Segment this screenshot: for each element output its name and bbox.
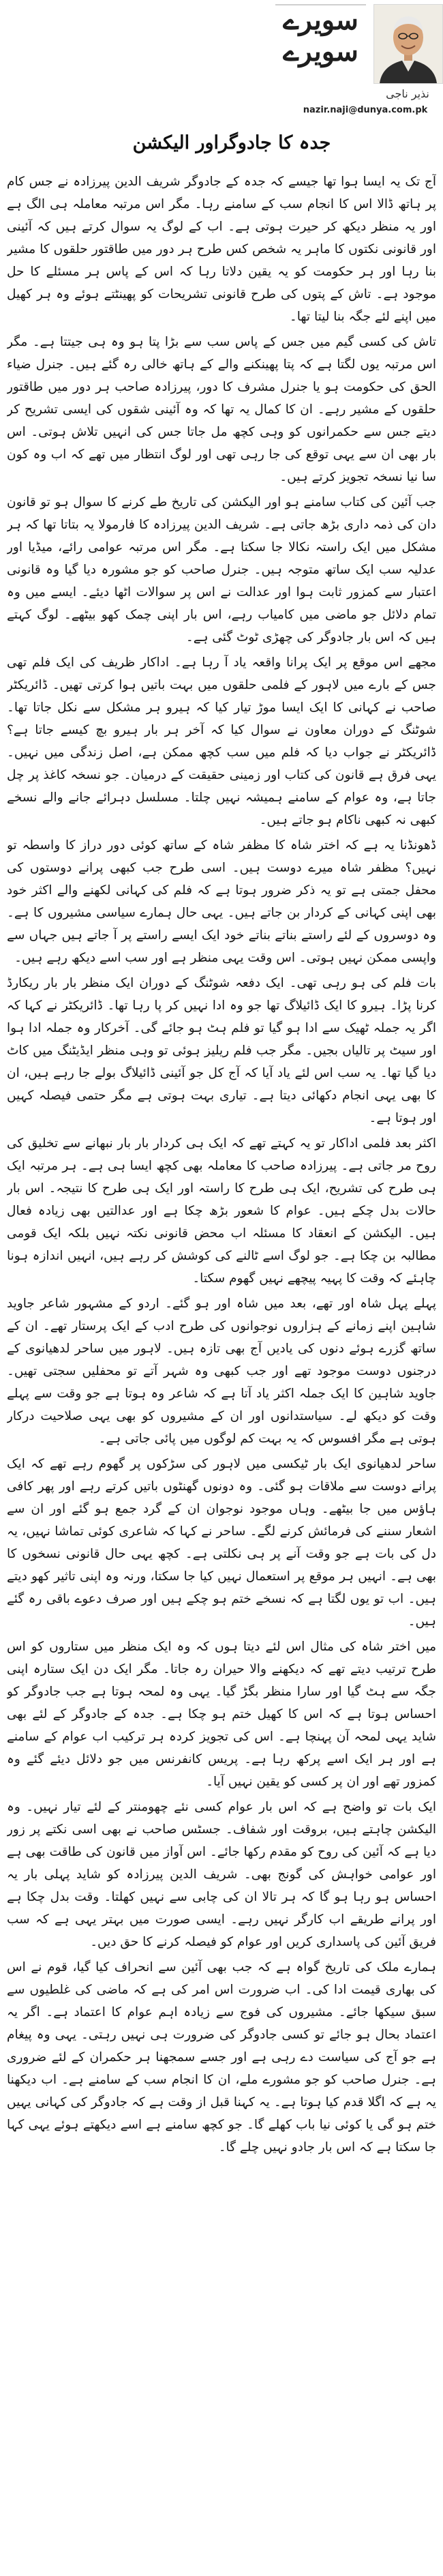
article-paragraph: ایک بات تو واضح ہے کہ اس بار عوام کسی نئے چھومنتر کے لئے تیار نہیں۔ وہ الیکشن چاہتے ہیں، بروقت اور شفاف۔ جسٹس صاحب نے بھی اسی نکتے پر زور دیا ہے کہ آئین کی روح کو مقدم رکھا جائے۔ اس آواز میں قانون کی طاقت بھی ہے اور عوامی خواہش کی گونج بھی۔ شریف الدین پیرزادہ کو شاید پہلی بار یہ احساس ہو رہا ہو گا کہ ہر تالا ان کی چابی سے نہیں کھلتا۔ وقت بدل چکا ہے اور پرانے طریقے اب کارگر نہیں رہے۔ ایسی صورت میں بہتر یہی ہے کہ سب فریق آئین کی پاسداری کریں اور عوام کو فیصلہ کرنے کا حق دیں۔ <box>7 1800 436 1949</box>
article-paragraph: تاش کی کسی گیم میں جس کے پاس سب سے بڑا پتا ہو وہ ہی جیتتا ہے۔ مگر اس مرتبہ یوں لگتا ہے کہ پتا پھینکنے والے کے ہاتھ خالی رہ گئے ہیں۔ جنرل ضیاء الحق کی حکومت ہو یا جنرل مشرف کا دور، پیرزادہ صاحب ہر دور میں طاقتور حلقوں کے مشیر رہے۔ ان کا کمال یہ تھا کہ وہ آئینی شقوں کی ایسی تشریح کر دیتے جس سے حکمرانوں کو وہی کچھ مل جاتا جس کی انہیں تلاش ہوتی۔ اس بار بھی ان سے یہی توقع کی جا رہی تھی اور لوگ انتظار میں تھے کہ اب وہ کون سا نیا نسخہ تجویز کرتے ہیں۔ <box>7 335 436 484</box>
author-email: nazir.naji@dunya.com.pk <box>303 105 428 115</box>
article-paragraph: بات فلم کی ہو رہی تھی۔ ایک دفعہ شوٹنگ کے دوران ایک منظر بار بار ریکارڈ کرنا پڑا۔ ہیرو کا ایک ڈائیلاگ تھا جو وہ ادا نہیں کر پا رہا تھا۔ ڈائریکٹر نے کہا کہ اگر یہ جملہ ٹھیک سے ادا ہو گیا تو فلم ہٹ ہو جائے گی۔ آخرکار وہ جملہ ادا ہوا اور سیٹ پر تالیاں بجیں۔ مگر جب فلم ریلیز ہوئی تو وہی منظر ایڈیٹنگ میں کاٹ دیا گیا تھا۔ یہ سب اس لئے یاد آیا کہ آج کل جو آئینی ڈائیلاگ بولے جا رہے ہیں، ان کا بھی یہی انجام دکھائی دیتا ہے۔ تیاری بہت ہوتی ہے مگر حتمی فیصلہ کہیں اور ہوتا ہے۔ <box>7 976 436 1125</box>
article-paragraph: اکثر بعد فلمی اداکار تو یہ کہتے تھے کہ ایک ہی کردار بار بار نبھانے سے تخلیق کی روح مر جاتی ہے۔ پیرزادہ صاحب کا معاملہ بھی کچھ ایسا ہی ہے۔ ہر مرتبہ ایک ہی طرح کی تشریح، ایک ہی طرح کا راستہ اور ایک ہی طرح کا نتیجہ۔ اس بار حالات بدل چکے ہیں۔ عوام کا شعور بڑھ چکا ہے اور عدالتیں بھی زیادہ فعال ہیں۔ الیکشن کے انعقاد کا مسئلہ اب محض قانونی نکتہ نہیں بلکہ ایک قومی مطالبہ بن چکا ہے۔ جو لوگ اسے ٹالنے کی کوشش کر رہے ہیں، انہیں اندازہ ہونا چاہئے کہ وقت کا پہیہ پیچھے نہیں گھوم سکتا۔ <box>7 1136 436 1286</box>
article-paragraph: ہمارے ملک کی تاریخ گواہ ہے کہ جب بھی آئین سے انحراف کیا گیا، قوم نے اس کی بھاری قیمت ادا کی۔ اب ضرورت اس امر کی ہے کہ ماضی کی غلطیوں سے سبق سیکھا جائے۔ مشیروں کی فوج سے زیادہ اہم عوام کا اعتماد ہے۔ اگر یہ اعتماد بحال ہو جائے تو کسی جادوگر کی ضرورت ہی نہیں رہتی۔ یہی وہ پیغام ہے جو آج کی سیاست دے رہی ہے اور جسے سمجھنا ہر حکمران کے لئے ضروری ہے۔ جنرل صاحب کو جو مشورے ملے، ان کا انجام سب کے سامنے ہے۔ اب دیکھنا یہ ہے کہ اگلا قدم کیا ہوتا ہے۔ یہ کہنا قبل از وقت ہے کہ جادوگر کی کہانی یہیں ختم ہو گی یا کوئی نیا باب کھلے گا۔ جو کچھ سامنے ہے اسے دیکھتے ہوئے یہی کہا جا سکتا ہے کہ اس بار جادو نہیں چلے گا۔ <box>7 1960 436 2155</box>
article-paragraph: جب آئین کی کتاب سامنے ہو اور الیکشن کی تاریخ طے کرنے کا سوال ہو تو قانون دان کی ذمہ داری بڑھ جاتی ہے۔ شریف الدین پیرزادہ کا فارمولا یہ بتاتا تھا کہ ہر مشکل میں ایک راستہ نکالا جا سکتا ہے۔ مگر اس مرتبہ عوامی رائے، میڈیا اور عدلیہ سب ایک ساتھ متوجہ ہیں۔ جنرل صاحب کو جو مشورہ دیا گیا وہ قانونی اعتبار سے کمزور ثابت ہوا اور عدالت نے اس پر سوالات اٹھا دیئے۔ ایسے میں وہ تمام دلائل جو ماضی میں کامیاب رہے، اس بار اپنی چمک کھو بیٹھے۔ لوگ کہتے ہیں کہ اس بار جادوگر کی چھڑی ٹوٹ گئی ہے۔ <box>7 495 436 645</box>
article-paragraph: مجھے اس موقع پر ایک پرانا واقعہ یاد آ رہا ہے۔ اداکار ظریف کی ایک فلم تھی جس کے بارے میں لاہور کے فلمی حلقوں میں بہت باتیں ہوا کرتی تھیں۔ ڈائریکٹر صاحب نے کہانی کا ایک ایسا موڑ تیار کیا کہ ہیرو ہر مشکل سے نکل جاتا تھا۔ شوٹنگ کے دوران معاون نے سوال کیا کہ آخر ہر بار ہیرو بچ کیسے جاتا ہے؟ ڈائریکٹر نے جواب دیا کہ فلم میں سب کچھ ممکن ہے، اصل زندگی میں نہیں۔ یہی فرق ہے قانون کی کتاب اور زمینی حقیقت کے درمیان۔ جو نسخہ کاغذ پر چل جاتا ہے، وہ عوام کے سامنے ہمیشہ نہیں چلتا۔ مسلسل دہرائے جانے والے نسخے کبھی نہ کبھی ناکام ہو جاتے ہیں۔ <box>7 655 436 827</box>
article-paragraph: ڈھونڈنا یہ ہے کہ اختر شاہ کا مظفر شاہ کے ساتھ کوئی دور دراز کا واسطہ تو نہیں؟ مظفر شاہ میرے دوست ہیں۔ اسی طرح جب کبھی پرانے دوستوں کی محفل جمتی ہے تو یہ ذکر ضرور ہوتا ہے کہ فلم کی کہانی لکھنے والے اکثر خود بھی اپنی کہانی کے کردار بن جاتے ہیں۔ یہی حال ہمارے سیاسی مشیروں کا ہے۔ وہ دوسروں کے لئے راستے بناتے بناتے خود ایک ایسے راستے پر آ جاتے ہیں جہاں سے واپسی ممکن نہیں ہوتی۔ اس وقت یہی منظر ہے اور سب اسے دیکھ رہے ہیں۔ <box>7 838 436 965</box>
article-paragraph: میں اختر شاہ کی مثال اس لئے دیتا ہوں کہ وہ ایک منظر میں ستاروں کو اس طرح ترتیب دیتے تھے کہ دیکھنے والا حیران رہ جاتا۔ مگر ایک دن ایک ستارہ اپنی جگہ سے ہٹ گیا اور سارا منظر بگڑ گیا۔ یہی وہ لمحہ ہوتا ہے جب جادوگر کو احساس ہوتا ہے کہ اس کا کھیل ختم ہو چکا ہے۔ جدہ کے جادوگر کے لئے بھی شاید یہی لمحہ آن پہنچا ہے۔ اس کی تجویز کردہ ہر ترکیب اب عوام کے سامنے ہے اور ہر ایک اسے پرکھ رہا ہے۔ پریس کانفرنس میں جو دلائل دیئے گئے وہ کمزور تھے اور ان پر کسی کو یقین نہیں آیا۔ <box>7 1640 436 1789</box>
logo-text-line1: سویرے <box>283 4 358 36</box>
article-paragraph: پہلے پہل شاہ اور تھے، بعد میں شاہ اور ہو گئے۔ اردو کے مشہور شاعر جاوید شاہین اپنے زمانے کے ہزاروں نوجوانوں کی طرح ادب کے ایک پرستار تھے۔ ان کے ساتھ گزرے ہوئے دنوں کی یادیں آج بھی تازہ ہیں۔ لاہور میں ساحر لدھیانوی کے درجنوں دوست موجود تھے اور جب کبھی وہ شہر آتے تو محفلیں سجتی تھیں۔ جاوید شاہین کا ایک جملہ اکثر یاد آتا ہے کہ شاعر وہ ہوتا ہے جو وقت سے پہلے وقت کو دیکھ لے۔ سیاستدانوں اور ان کے مشیروں کو بھی یہی صلاحیت درکار ہوتی ہے مگر افسوس کہ یہ بہت کم لوگوں میں پائی جاتی ہے۔ <box>7 1297 436 1446</box>
logo-text-line2: سویرے <box>283 35 358 68</box>
column-header <box>0 0 443 153</box>
author-portrait <box>374 5 442 83</box>
author-name: نذیر ناجی <box>386 87 429 100</box>
article-paragraph: آج تک یہ ایسا ہوا تھا جیسے کہ جدہ کے جادوگر شریف الدین پیرزادہ نے جس کام پر ہاتھ ڈالا اس کا انجام سب کے سامنے رہا۔ مگر اس مرتبہ معاملہ ہی الگ ہے اور یہ منظر دیکھ کر حیرت ہوتی ہے۔ اب کے لوگ یہ سوال کرتے ہیں کہ آئینی اور قانونی نکتوں کا ماہر یہ شخص کس طرح ہر دور میں طاقتور حلقوں کا مشیر بنا رہا اور ہر حکومت کو یہ یقین دلاتا رہا کہ اس کے پاس ہر مسئلے کا حل موجود ہے۔ تاش کے پتوں کی طرح قانونی تشریحات کو پھینٹتے ہوئے وہ ہر کھیل میں اپنے لئے جگہ بنا لیتا تھا۔ <box>7 175 436 324</box>
author-photo <box>373 4 443 84</box>
article-paragraph: ساحر لدھیانوی ایک بار ٹیکسی میں لاہور کی سڑکوں پر گھوم رہے تھے کہ ایک پرانے دوست سے ملاقات ہو گئی۔ وہ دونوں گھنٹوں باتیں کرتے رہے اور پھر کافی ہاؤس میں جا بیٹھے۔ وہاں موجود نوجوان ان کے گرد جمع ہو گئے اور ان سے اشعار سننے کی فرمائش کرنے لگے۔ ساحر نے کہا کہ شاعری کوئی تماشا نہیں، یہ دل کی بات ہے جو وقت آنے پر ہی نکلتی ہے۔ کچھ یہی حال قانونی نسخوں کا بھی ہے۔ انہیں ہر موقع پر استعمال نہیں کیا جا سکتا، ورنہ وہ اپنی تاثیر کھو دیتے ہیں۔ اب تو یوں لگتا ہے کہ نسخے ختم ہو چکے ہیں اور صرف دعوے باقی رہ گئے ہیں۔ <box>7 1457 436 1629</box>
column-headline: جدہ کا جادوگراور الیکشن <box>132 132 331 153</box>
column-logo <box>271 4 370 86</box>
article-body <box>7 171 436 2568</box>
